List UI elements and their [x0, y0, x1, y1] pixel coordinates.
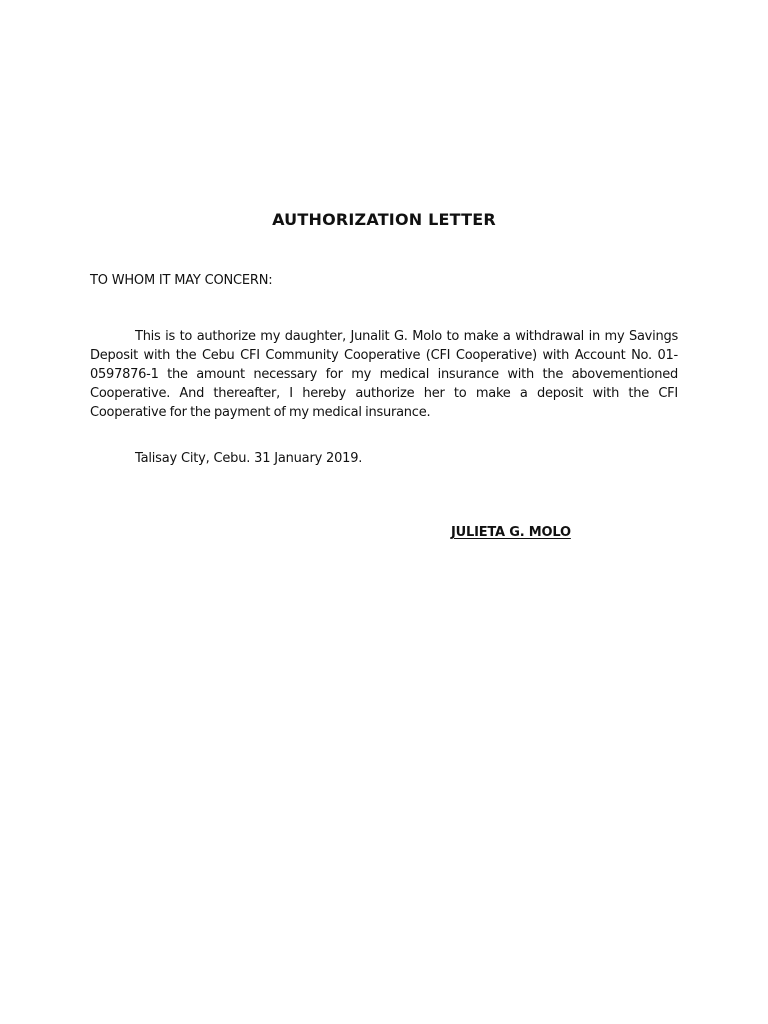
signatory-name: JULIETA G. MOLO [451, 525, 571, 540]
salutation: TO WHOM IT MAY CONCERN: [90, 273, 273, 288]
place-and-date: Talisay City, Cebu. 31 January 2019. [135, 451, 363, 466]
letter-body-paragraph: This is to authorize my daughter, Junalit G. Molo to make a withdrawal in my Savings Deposit with the Cebu CFI Community Cooperative (CFI Cooperative) with Account No. 01-0597876-1 the amount necessary for my medical insurance with the abovementioned Cooperative. And thereafter, I hereby authorize her to make a deposit with the CFI Cooperative for the payment of my medical insurance. [90, 329, 678, 420]
letter-title: AUTHORIZATION LETTER [272, 210, 496, 229]
